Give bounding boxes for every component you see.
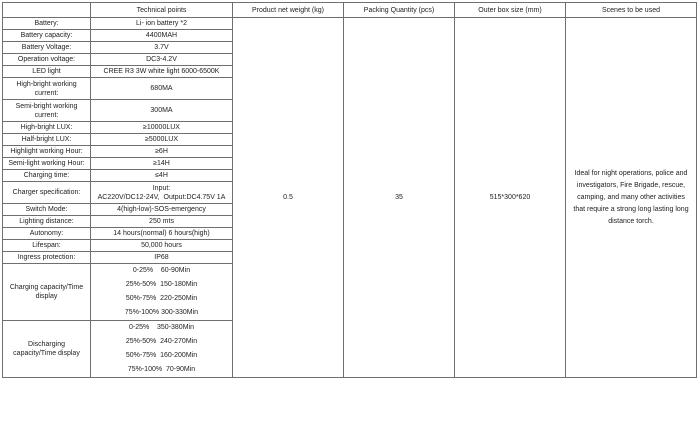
spec-value [91,204,233,216]
spec-label-line: Lighting distance: [19,218,74,225]
spec-value-line: DC3-4.2V [146,56,177,63]
spec-label-line: Charging time: [23,172,70,179]
spec-value [91,170,233,182]
spec-value-line: 3.7V [154,44,169,51]
spec-value-line: 4(high-low)-SOS-emergency [117,206,206,213]
spec-label-line: current: [34,89,59,97]
scenes-value [566,18,697,378]
spec-value [91,240,233,252]
spec-value-line: IP68 [154,254,169,261]
spec-value-line: Input: [152,184,171,192]
spec-value-line: 680MA [150,85,173,92]
net-weight-value: 0.5 [233,18,344,378]
spec-value [91,264,233,321]
spec-label [3,54,91,66]
header-packing-quantity: Packing Quantity (pcs) [344,3,455,18]
spec-value-line: 4400MAH [145,32,178,39]
packing-quantity-value: 35 [344,18,455,378]
spec-value [91,321,233,378]
spec-label [3,321,91,378]
spec-label-line: Semi-bright working [15,102,78,110]
spec-value-line: 50%-75% 160-200Min [125,352,198,359]
spec-value-line: ≥5000LUX [144,136,179,143]
spec-value-line: 50,000 hours [141,242,182,249]
scenes-line: Ideal for night operations, police and [574,169,688,177]
spec-label-line: display [35,293,58,300]
spec-label [3,182,91,204]
spec-label-line: Half-bright LUX: [21,136,72,143]
spec-value-line: ≥6H [155,148,168,155]
spec-label [3,42,91,54]
spec-label [3,158,91,170]
header-blank [3,3,91,18]
spec-value-line: AC220V/DC12-24V, Output:DC4.75V 1A [97,193,226,201]
spec-value [91,78,233,100]
spec-value-line: 0-25% 60-90Min [132,267,191,274]
spec-label [3,228,91,240]
spec-value-line: ≤4H [155,172,168,179]
scenes-line: that require a strong long lasting long [573,205,689,213]
spec-value [91,100,233,122]
spec-label [3,66,91,78]
spec-value [91,66,233,78]
spec-value [91,54,233,66]
spec-label-line: LED light [32,68,61,75]
spec-value [91,228,233,240]
spec-label [3,240,91,252]
spec-label-line: Charging capacity/Time [9,284,84,291]
spec-value [91,18,233,30]
spec-value-line: 250 mts [149,218,174,225]
spec-value [91,158,233,170]
spec-label [3,146,91,158]
scenes-line: camping, and many other activities [577,193,685,201]
spec-label-line: capacity/Time display [13,350,80,357]
spec-label-line: Battery Voltage: [21,44,72,51]
spec-label [3,78,91,100]
spec-value-line: 25%-50% 240-270Min [125,338,198,345]
spec-label-line: Battery: [34,20,59,27]
scenes-line: distance torch. [608,217,654,225]
spec-label [3,264,91,321]
spec-value-line: 0-25% 350-380Min [129,324,194,331]
header-outer-box-size: Outer box size (mm) [455,3,566,18]
spec-value-line: 25%-50% 150-180Min [125,281,198,288]
spec-label [3,170,91,182]
header-technical-points: Technical points [91,3,233,18]
spec-label [3,216,91,228]
spec-label [3,134,91,146]
spec-value-line: 75%-100% 300-330Min [124,309,199,316]
spec-value-line: 75%-100% 70-90Min [127,366,196,373]
header-net-weight: Product net weight (kg) [233,3,344,18]
spec-value-line: 14 hours(normal) 6 hours(high) [113,230,210,237]
spec-label-line: Battery capacity: [20,32,73,39]
spec-value-line: 50%-75% 220-250Min [125,295,198,302]
spec-label-line: Autonomy: [29,230,64,237]
spec-value-line: CREE R3 3W white light 6000-6500K [103,68,220,75]
scenes-line: investigators, Fire Brigade, rescue, [576,181,686,189]
spec-value [91,216,233,228]
spec-label-line: High-bright working [16,80,77,88]
spec-label [3,252,91,264]
spec-value [91,252,233,264]
spec-label [3,122,91,134]
spec-value [91,146,233,158]
spec-value [91,42,233,54]
spec-value-line: ≥14H [153,160,170,167]
spec-table [2,2,697,378]
spec-row [3,18,697,30]
spec-label-line: Semi-light working Hour: [8,160,85,167]
spec-label-line: Highlight working Hour: [10,148,83,155]
header-scenes: Scenes to be used [566,3,697,18]
spec-value [91,182,233,204]
spec-value [91,134,233,146]
spec-label [3,204,91,216]
spec-value [91,30,233,42]
spec-label-line: Charger specification: [12,189,81,196]
outer-box-size-value: 515*300*620 [455,18,566,378]
spec-label-line: Discharging [28,341,65,348]
header-row [3,3,697,18]
spec-label-line: current: [34,111,59,119]
spec-label-line: Lifespan: [32,242,61,249]
spec-label [3,100,91,122]
spec-body [3,18,697,378]
spec-label [3,18,91,30]
spec-label-line: Switch Mode: [25,206,68,213]
spec-label [3,30,91,42]
spec-value-line: ≥10000LUX [143,124,180,131]
spec-label-line: High-bright LUX: [20,124,73,131]
spec-label-line: Ingress protection: [17,254,76,261]
spec-label-line: Operation voltage: [17,56,76,63]
spec-value [91,122,233,134]
spec-value-line: Li- ion battery *2 [136,20,187,27]
spec-value-line: 300MA [150,107,173,114]
